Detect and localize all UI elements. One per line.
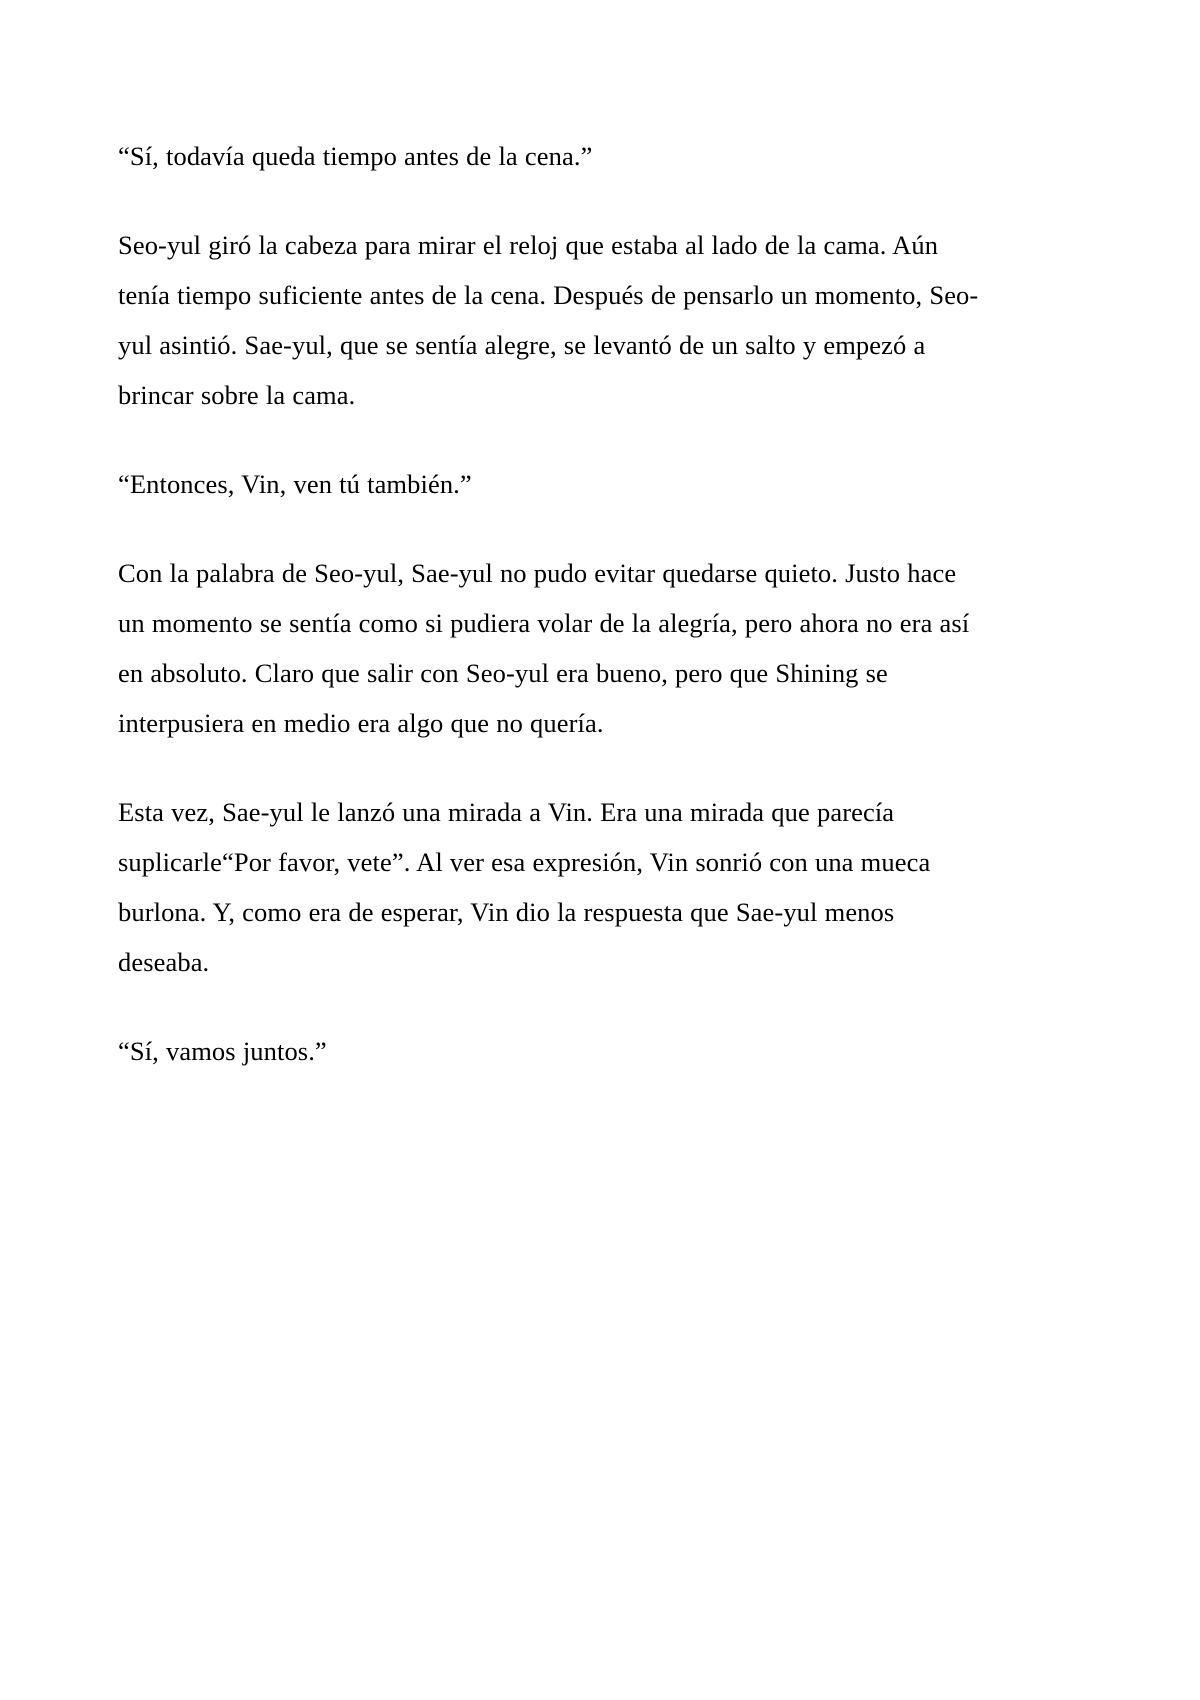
paragraph-5: Esta vez, Sae-yul le lanzó una mirada a Vin. Era una mirada que parecía suplicarle“Por favor, vete”. Al ver esa expresión, Vin sonrió con una mueca burlona. Y, como era de esperar, Vin dio la respuesta que Sae-yul menos deseaba.	[118, 797, 938, 977]
paragraph-4: Con la palabra de Seo-yul, Sae-yul no pudo evitar quedarse quieto. Justo hace un momento se sentía como si pudiera volar de la alegría, pero ahora no era así en absoluto. Claro que salir con Seo-yul era bueno, pero que Shining se interpusiera en medio era algo que no quería.	[118, 558, 977, 738]
text-column	[118, 131, 986, 1076]
paragraph-3: “Entonces, Vin, ven tú también.”	[118, 469, 472, 499]
paragraph-6: “Sí, vamos juntos.”	[118, 1036, 327, 1066]
paragraph-2: Seo-yul giró la cabeza para mirar el reloj que estaba al lado de la cama. Aún tenía tiempo suficiente antes de la cena. Después de pensarlo un momento, Seo-yul asintió. Sae-yul, que se sentía alegre, se levantó de un salto y empezó a brincar sobre la cama.	[118, 230, 979, 410]
paragraph-1: “Sí, todavía queda tiempo antes de la cena.”	[118, 141, 593, 171]
